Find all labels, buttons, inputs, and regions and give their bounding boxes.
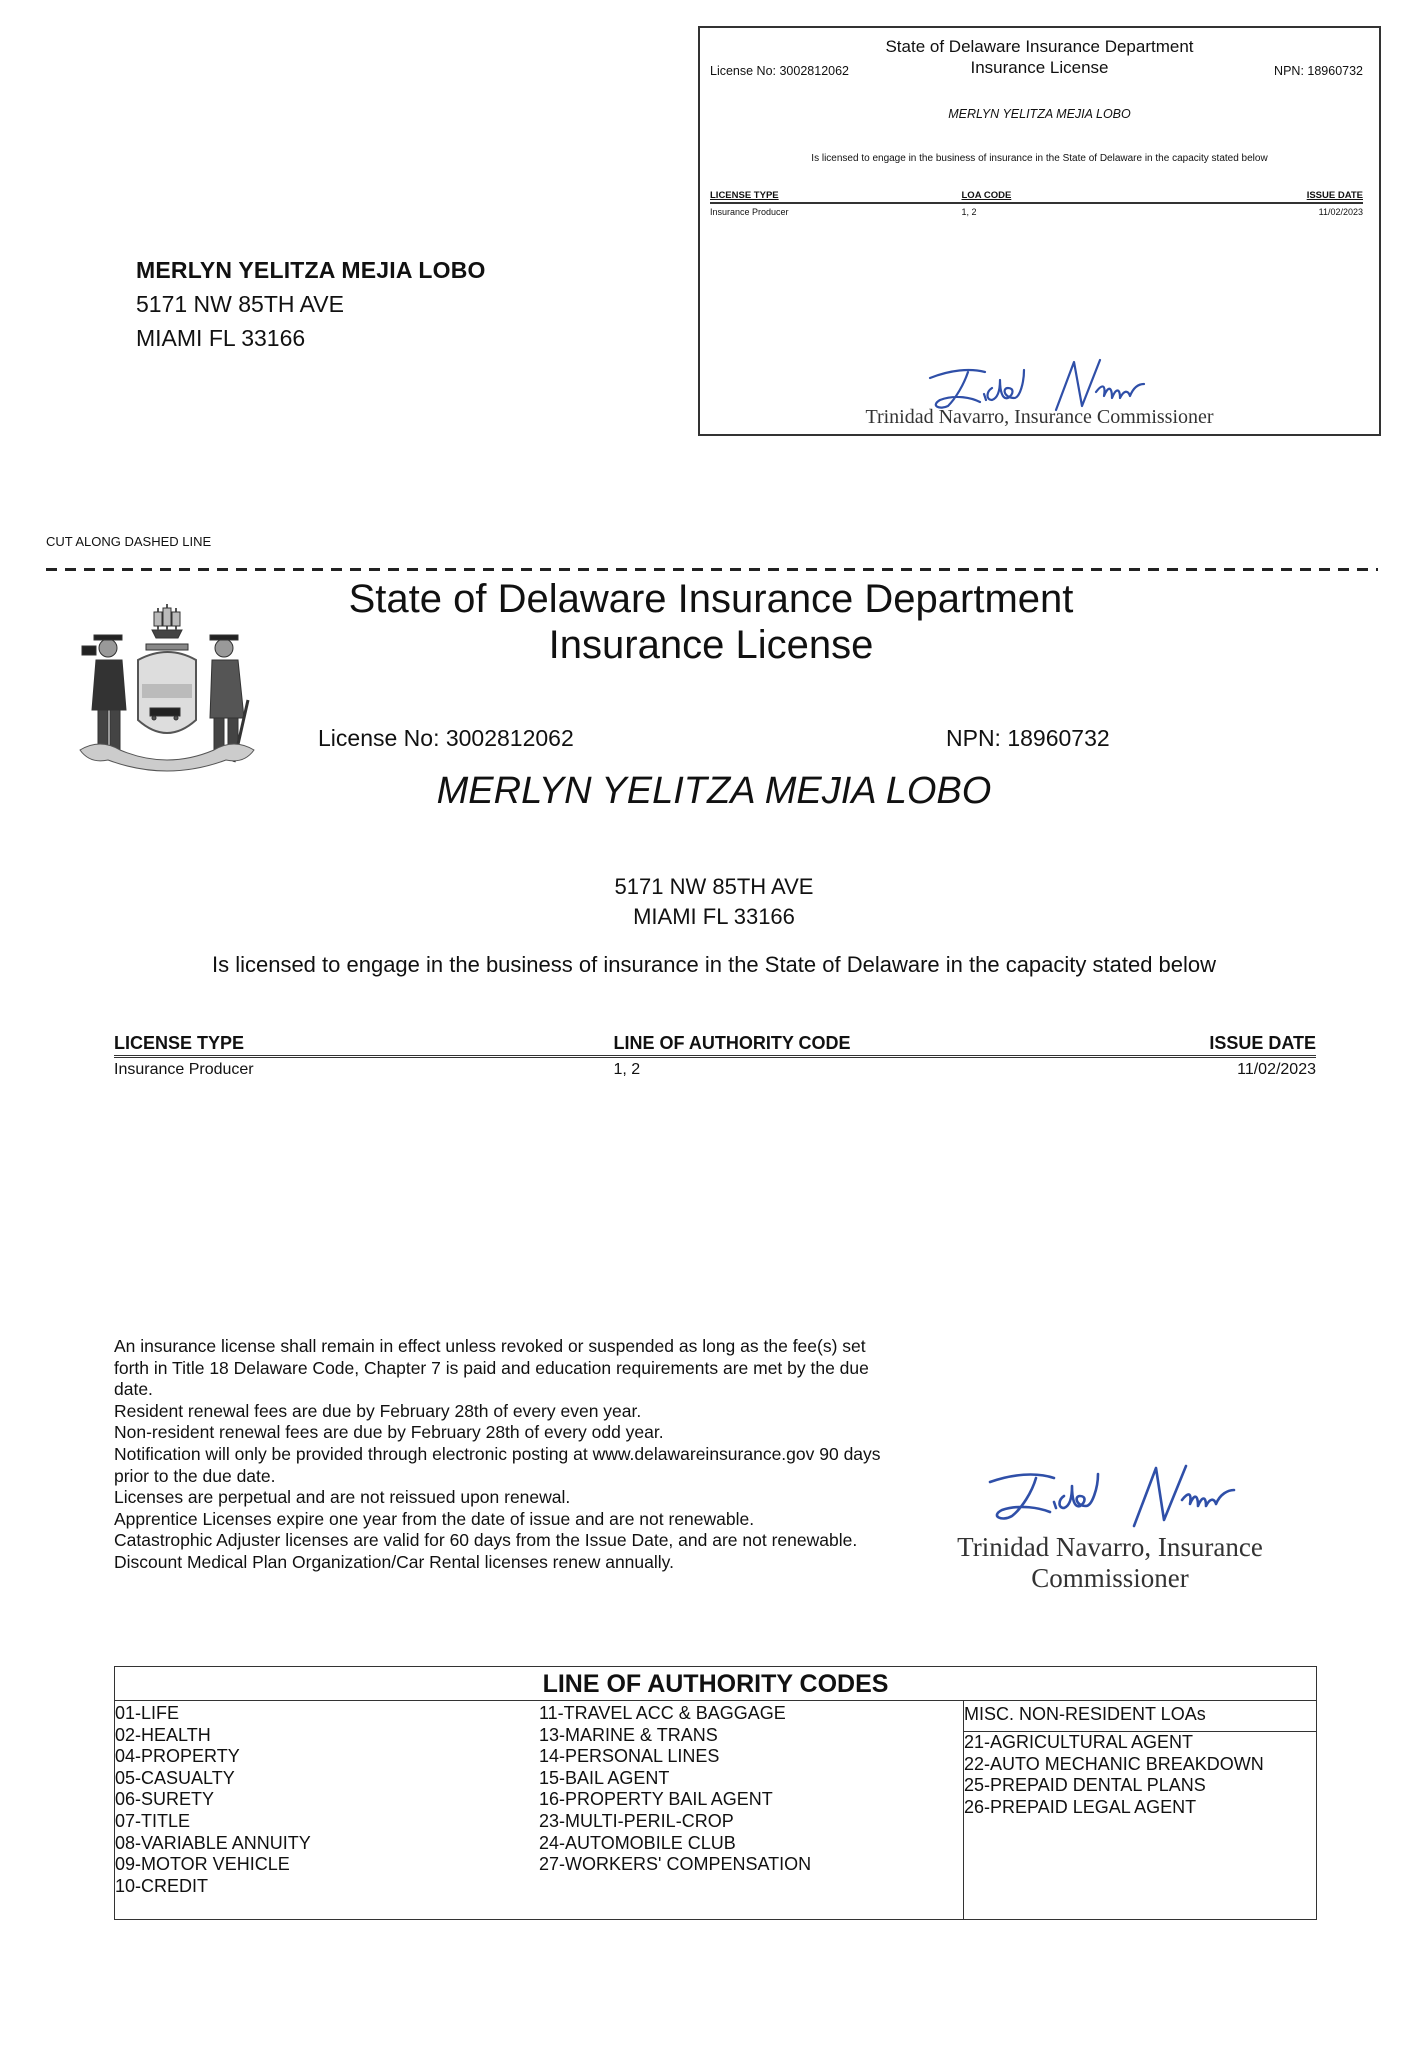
loa-codes-column-1 xyxy=(115,1703,311,1897)
loa-code-item: 16-PROPERTY BAIL AGENT xyxy=(539,1789,773,1810)
license-table-header xyxy=(114,1033,1316,1058)
mailing-address-line1: 5171 NW 85TH AVE xyxy=(136,291,344,317)
line-of-authority-codes-box xyxy=(114,1666,1317,1920)
card-cell-issue-date: 11/02/2023 xyxy=(1318,207,1363,217)
loa-code-item: 02-HEALTH xyxy=(115,1724,211,1745)
table-row xyxy=(114,1058,1316,1079)
dashed-cut-line xyxy=(46,568,1378,571)
loa-code-item: 14-PERSONAL LINES xyxy=(539,1746,720,1767)
loa-code-item: 27-WORKERS' COMPENSATION xyxy=(539,1854,812,1875)
misc-non-resident-list xyxy=(964,1732,1316,1818)
wallet-license-card xyxy=(698,26,1381,436)
note-item: Licenses are perpetual and are not reissued upon renewal. xyxy=(114,1487,571,1508)
loa-code-item: 10-CREDIT xyxy=(115,1875,209,1896)
license-type-table xyxy=(114,1033,1316,1079)
note-item: Notification will only be provided through electronic posting at www.delawareinsurance.gov 90 days prior to the due date. xyxy=(114,1443,881,1486)
header-issue-date: ISSUE DATE xyxy=(1209,1033,1316,1053)
loa-code-item: 26-PREPAID LEGAL AGENT xyxy=(964,1796,1197,1817)
loa-code-item: 05-CASUALTY xyxy=(115,1767,235,1788)
card-npn: NPN: 18960732 xyxy=(1274,64,1363,78)
card-header-license-type: LICENSE TYPE xyxy=(710,190,779,201)
commissioner-signature-icon xyxy=(950,1460,1330,1540)
loa-codes-column-2 xyxy=(539,1703,811,1876)
loa-code-item: 06-SURETY xyxy=(115,1789,215,1810)
card-signature-caption: Trinidad Navarro, Insurance Commissioner xyxy=(865,406,1214,428)
note-item: Non-resident renewal fees are due by February 28th of every odd year. xyxy=(114,1422,664,1443)
certificate-address-line2: MIAMI FL 33166 xyxy=(633,904,795,929)
card-license-table xyxy=(710,190,1363,217)
loa-code-item: 07-TITLE xyxy=(115,1810,191,1831)
mailing-name: MERLYN YELITZA MEJIA LOBO xyxy=(136,257,486,283)
cell-issue-date: 11/02/2023 xyxy=(1237,1061,1316,1078)
certificate-address-line1: 5171 NW 85TH AVE xyxy=(614,874,814,899)
loa-code-item: 24-AUTOMOBILE CLUB xyxy=(539,1832,736,1853)
commissioner-signature-caption: Trinidad Navarro, Insurance Commissioner xyxy=(957,1532,1263,1593)
certificate-title-line1: State of Delaware Insurance Department xyxy=(348,577,1074,621)
loa-code-item: 25-PREPAID DENTAL PLANS xyxy=(964,1775,1206,1796)
header-license-type: LICENSE TYPE xyxy=(114,1033,245,1053)
license-terms-notes xyxy=(114,1336,894,1574)
cell-license-type: Insurance Producer xyxy=(114,1061,254,1078)
card-title-line2: Insurance License xyxy=(970,58,1109,77)
loa-code-item: 09-MOTOR VEHICLE xyxy=(115,1854,290,1875)
misc-non-resident-header: MISC. NON-RESIDENT LOAs xyxy=(964,1701,1316,1732)
card-cell-loa-code: 1, 2 xyxy=(961,207,977,217)
table-row xyxy=(710,204,1363,217)
loa-code-item: 08-VARIABLE ANNUITY xyxy=(115,1832,311,1853)
certificate-license-number: License No: 3002812062 xyxy=(318,725,574,751)
note-item: Apprentice Licenses expire one year from the date of issue and are not renewable. xyxy=(114,1508,755,1529)
card-statement: Is licensed to engage in the business of insurance in the State of Delaware in the capacity stated below xyxy=(811,153,1268,164)
card-header-issue-date: ISSUE DATE xyxy=(1306,190,1363,201)
card-cell-license-type: Insurance Producer xyxy=(710,207,789,217)
certificate-licensee-name: MERLYN YELITZA MEJIA LOBO xyxy=(436,770,992,812)
card-licensee-name: MERLYN YELITZA MEJIA LOBO xyxy=(948,107,1131,121)
loa-code-item: 13-MARINE & TRANS xyxy=(539,1724,718,1745)
card-license-number: License No: 3002812062 xyxy=(710,64,850,78)
card-title-line1: State of Delaware Insurance Department xyxy=(885,37,1194,56)
cut-instruction: CUT ALONG DASHED LINE xyxy=(46,534,212,549)
certificate-statement: Is licensed to engage in the business of insurance in the State of Delaware in the capacity stated below xyxy=(211,952,1217,977)
loa-code-item: 21-AGRICULTURAL AGENT xyxy=(964,1732,1194,1752)
cell-loa-code: 1, 2 xyxy=(613,1061,641,1078)
header-line-of-authority-code: LINE OF AUTHORITY CODE xyxy=(613,1033,851,1053)
card-table-header xyxy=(710,190,1363,204)
note-item: Catastrophic Adjuster licenses are valid for 60 days from the Issue Date, and are not renewable. xyxy=(114,1530,858,1551)
note-item: An insurance license shall remain in effect unless revoked or suspended as long as the fee(s) set forth in Title 18 Delaware Code, Chapter 7 is paid and education requirements are met by the due date. xyxy=(114,1336,869,1400)
loa-code-item: 04-PROPERTY xyxy=(115,1746,240,1767)
mailing-address-line2: MIAMI FL 33166 xyxy=(136,325,306,351)
note-item: Discount Medical Plan Organization/Car Rental licenses renew annually. xyxy=(114,1551,674,1572)
note-item: Resident renewal fees are due by February 28th of every even year. xyxy=(114,1400,642,1421)
loa-codes-column-misc xyxy=(963,1701,1316,1919)
loa-code-item: 11-TRAVEL ACC & BAGGAGE xyxy=(539,1703,786,1723)
loa-code-item: 22-AUTO MECHANIC BREAKDOWN xyxy=(964,1753,1264,1774)
loa-code-item: 01-LIFE xyxy=(115,1703,180,1723)
loa-codes-title: LINE OF AUTHORITY CODES xyxy=(115,1667,1316,1701)
certificate-npn: NPN: 18960732 xyxy=(946,725,1110,751)
card-header-loa-code: LOA CODE xyxy=(961,190,1012,201)
loa-code-item: 23-MULTI-PERIL-CROP xyxy=(539,1810,734,1831)
certificate-title-line2: Insurance License xyxy=(548,623,874,667)
loa-code-item: 15-BAIL AGENT xyxy=(539,1767,670,1788)
